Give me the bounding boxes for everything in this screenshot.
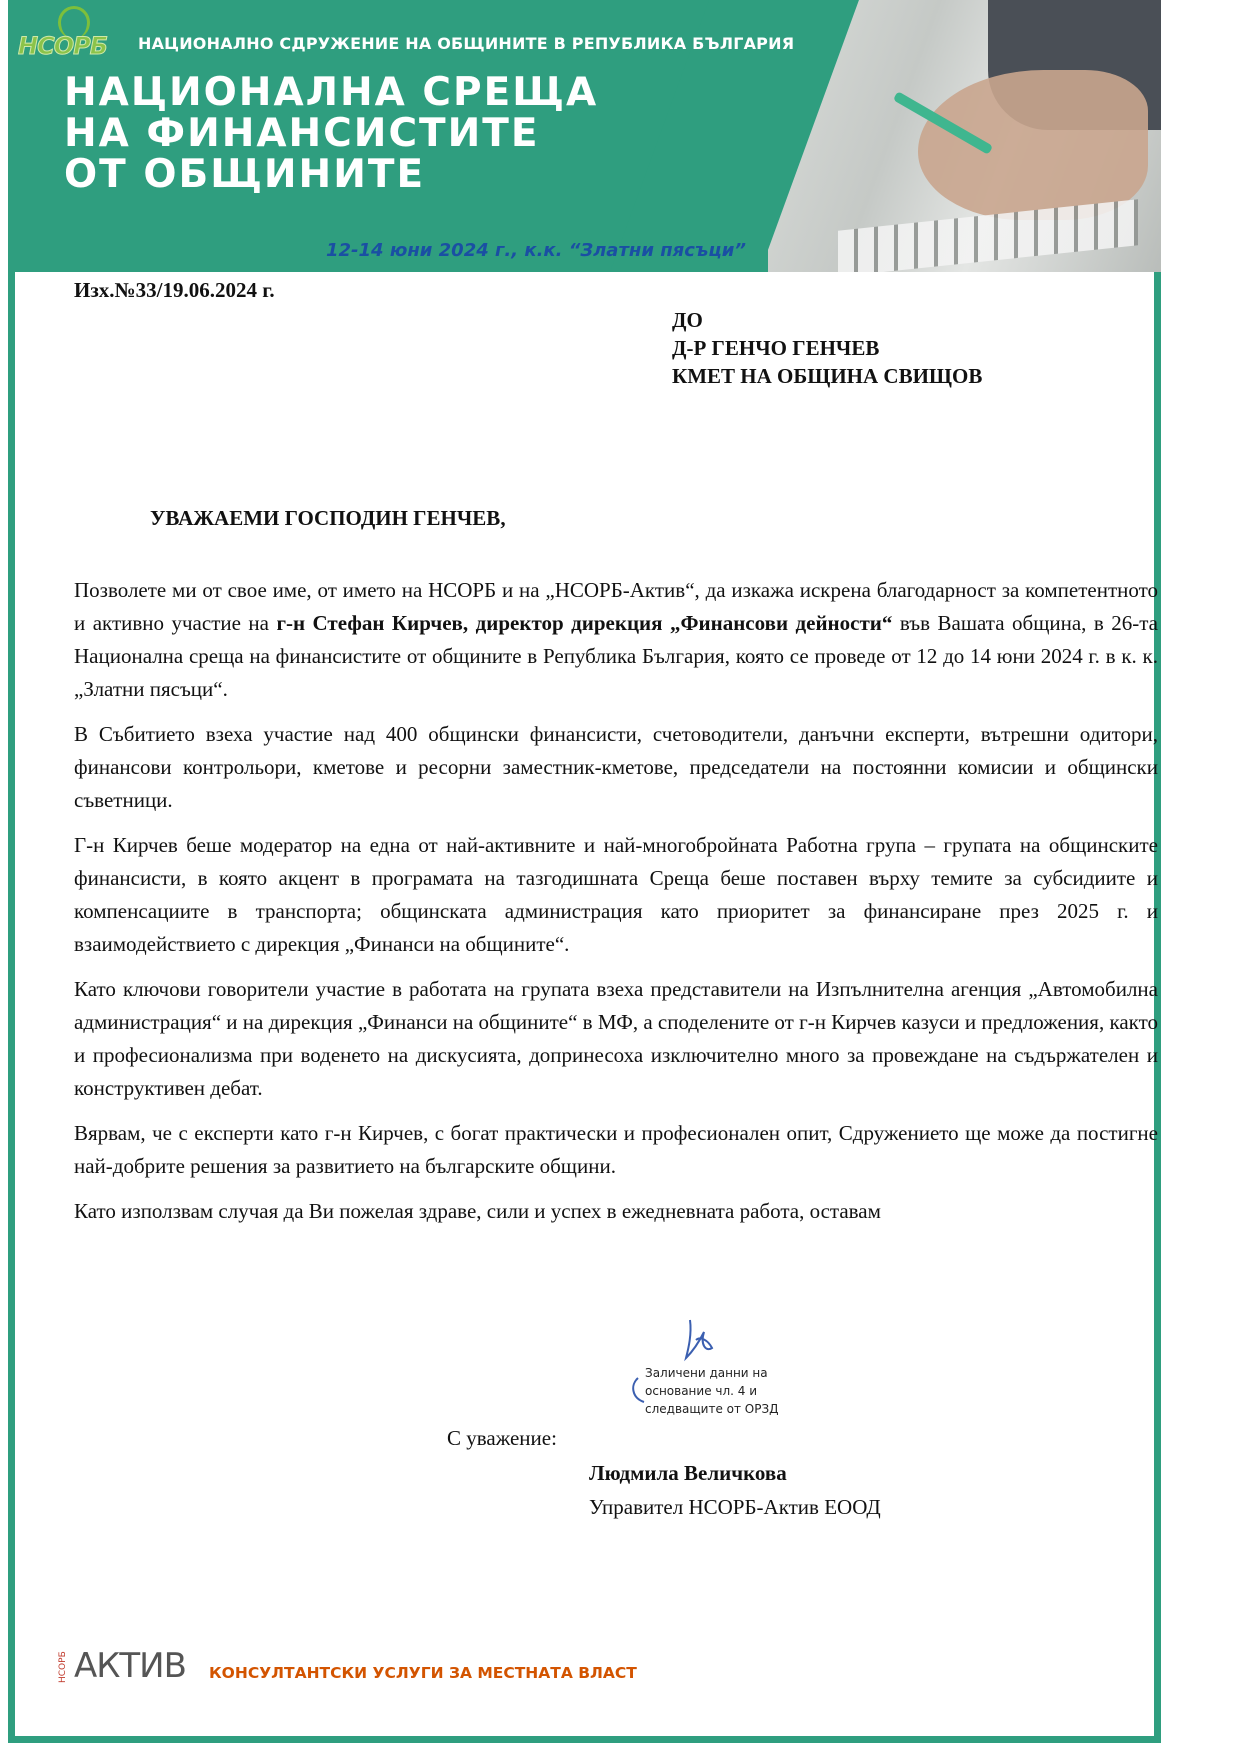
closing: С уважение: xyxy=(447,1426,557,1450)
redaction-note: Заличени данни на основание чл. 4 и следващите от ОРЗД xyxy=(645,1366,779,1416)
addressee-title: КМЕТ НА ОБЩИНА СВИЩОВ xyxy=(672,364,983,388)
aktiv-logo-small: НСОРБ xyxy=(58,1651,68,1683)
event-title-line: ОТ ОБЩИНИТЕ xyxy=(64,152,426,197)
addressee-name: Д-Р ГЕНЧО ГЕНЧЕВ xyxy=(672,336,880,360)
paragraph: Като ключови говорители участие в работата на групата взеха представители на Изпълнителна агенция „Автомобилна администрация“ и на дирекция „Финанси на общините“ в МФ, а споделените от г-н Кирчев казуси и предложения, както и професионализма при воденето на дискусията, допринесоха изключително много за провеждане на съдържателен и конструктивен дебат. xyxy=(74,977,1158,1100)
banner-photo xyxy=(768,0,1161,272)
letter-body xyxy=(74,574,1158,1240)
salutation: УВАЖАЕМИ ГОСПОДИН ГЕНЧЕВ, xyxy=(150,506,506,530)
paragraph: Като използвам случая да Ви пожелая здраве, сили и успех в ежедневната работа, оставам xyxy=(74,1199,881,1223)
event-title xyxy=(64,72,598,195)
nsorb-logo xyxy=(18,6,122,60)
event-title-line: НА ФИНАНСИСТИТЕ xyxy=(64,111,540,156)
aktiv-logo-text: АКТИВ xyxy=(74,1646,186,1686)
event-date: 12-14 юни 2024 г., к.к. “Златни пясъци” xyxy=(326,240,746,261)
footer-tagline: КОНСУЛТАНТСКИ УСЛУГИ ЗА МЕСТНАТА ВЛАСТ xyxy=(209,1664,637,1682)
paragraph: В Събитието взеха участие над 400 общински финансисти, счетоводители, данъчни експерти, вътрешни одитори, финансови контрольори, кметове и ресорни заместник-кметове, председатели на постоянни комисии и общински съветници. xyxy=(74,722,1158,812)
addressee-to: ДО xyxy=(672,308,703,332)
paragraph: Вярвам, че с експерти като г-н Кирчев, с богат практически и професионален опит, Сдружението ще може да постигне най-добрите решения за развитието на българските общини. xyxy=(74,1121,1158,1178)
paragraph: Позволете ми от свое име, от името на НСОРБ и на „НСОРБ-Актив“, да изкажа искрена благодарност за компетентното и активно участие на г-н Стефан Кирчев, директор дирекция „Финансови дейности“ във Вашата община, в 26-та Национална среща на финансистите от общините в Република България, която се проведе от 12 до 14 юни 2024 г. в к. к. „Златни пясъци“. xyxy=(74,578,1159,701)
addressee-block xyxy=(672,306,982,390)
reference-number: Изх.№33/19.06.2024 г. xyxy=(74,278,275,302)
paragraph: Г-н Кирчев беше модератор на една от най-активните и най-многобройната Работна група – групата на общинските финансисти, в която акцент в програмата на тазгодишната Среща беше поставен върху темите за субсидиите и компенсациите в транспорта; общинската администрация като приоритет за финансиране през 2025 г. и взаимодействието с дирекция „Финанси на общините“. xyxy=(74,833,1158,956)
logo-text: НСОРБ xyxy=(18,32,107,60)
header-banner xyxy=(8,0,1161,272)
org-name: НАЦИОНАЛНО СДРУЖЕНИЕ НА ОБЩИНИТЕ В РЕПУБЛИКА БЪЛГАРИЯ xyxy=(138,34,795,53)
signer-name: Людмила Величкова xyxy=(589,1461,787,1485)
highlighted-name: г-н Стефан Кирчев, директор дирекция „Финансови дейности“ xyxy=(276,611,893,635)
signer-title: Управител НСОРБ-Актив ЕООД xyxy=(589,1495,881,1519)
event-title-line: НАЦИОНАЛНА СРЕЩА xyxy=(64,70,599,115)
